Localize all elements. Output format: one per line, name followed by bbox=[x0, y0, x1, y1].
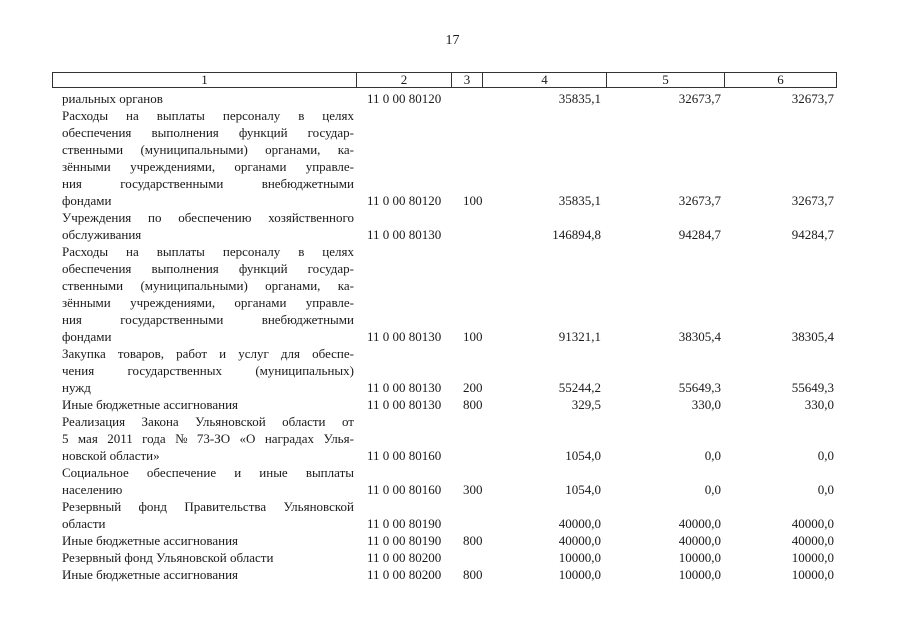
row-value-col6: 40000,0 bbox=[791, 533, 834, 548]
row-value-col6: 32673,7 bbox=[791, 193, 834, 208]
row-name bbox=[62, 498, 354, 532]
row-value-col4: 1054,0 bbox=[565, 448, 601, 463]
row-name-line: обеспечения выполнения функций государ- bbox=[62, 125, 354, 140]
row-name-line: фондами bbox=[62, 193, 112, 208]
row-code: 11 0 00 80160 bbox=[367, 448, 442, 463]
row-name-line: зёнными учреждениями, органами управле- bbox=[62, 295, 354, 310]
row-type: 800 bbox=[463, 533, 483, 548]
row-value-col5: 32673,7 bbox=[678, 193, 721, 208]
row-name-line: Расходы на выплаты персоналу в целях bbox=[62, 244, 354, 259]
row-value-col4: 10000,0 bbox=[558, 567, 601, 582]
row-name-line: зёнными учреждениями, органами управле- bbox=[62, 159, 354, 174]
row-type: 100 bbox=[463, 329, 483, 344]
row-name bbox=[62, 549, 354, 566]
row-value-col6: 40000,0 bbox=[791, 516, 834, 531]
row-code: 11 0 00 80200 bbox=[367, 550, 442, 565]
row-name-line: Учреждения по обеспечению хозяйственного bbox=[62, 210, 354, 225]
row-value-col6: 38305,4 bbox=[791, 329, 834, 344]
row-code: 11 0 00 80130 bbox=[367, 397, 442, 412]
header-col-5: 5 bbox=[607, 73, 725, 87]
row-name-line: 5 мая 2011 года № 73-ЗО «О наградах Улья- bbox=[62, 431, 354, 446]
row-name-line: новской области» bbox=[62, 448, 160, 463]
row-value-col4: 35835,1 bbox=[558, 91, 601, 106]
row-name-line: Иные бюджетные ассигнования bbox=[62, 567, 239, 582]
row-value-col6: 32673,7 bbox=[791, 91, 834, 106]
row-value-col5: 94284,7 bbox=[678, 227, 721, 242]
row-value-col5: 40000,0 bbox=[678, 533, 721, 548]
table-row bbox=[0, 464, 905, 498]
row-name bbox=[62, 464, 354, 498]
row-name bbox=[62, 566, 354, 583]
row-name bbox=[62, 107, 354, 209]
row-name-line: населению bbox=[62, 482, 123, 497]
row-value-col4: 146894,8 bbox=[552, 227, 601, 242]
row-code: 11 0 00 80120 bbox=[367, 91, 442, 106]
row-value-col6: 94284,7 bbox=[791, 227, 834, 242]
table-header bbox=[52, 72, 837, 88]
row-value-col4: 1054,0 bbox=[565, 482, 601, 497]
row-name-line: ния государственными внебюджетными bbox=[62, 176, 354, 191]
table-row bbox=[0, 345, 905, 396]
row-value-col5: 0,0 bbox=[704, 448, 721, 463]
header-col-2: 2 bbox=[357, 73, 452, 87]
row-name-line: чения государственных (муниципальных) bbox=[62, 363, 354, 378]
row-name-line: Иные бюджетные ассигнования bbox=[62, 397, 239, 412]
row-name-line: обслуживания bbox=[62, 227, 142, 242]
header-col-1: 1 bbox=[53, 73, 357, 87]
row-type: 800 bbox=[463, 567, 483, 582]
row-name-line: нужд bbox=[62, 380, 91, 395]
row-code: 11 0 00 80130 bbox=[367, 227, 442, 242]
row-value-col5: 38305,4 bbox=[678, 329, 721, 344]
table-row bbox=[0, 566, 905, 583]
row-value-col4: 55244,2 bbox=[558, 380, 601, 395]
table-row bbox=[0, 243, 905, 345]
row-value-col4: 329,5 bbox=[571, 397, 601, 412]
row-name-line: Резервный фонд Правительства Ульяновской bbox=[62, 499, 354, 514]
row-name bbox=[62, 345, 354, 396]
row-value-col5: 55649,3 bbox=[678, 380, 721, 395]
table-row bbox=[0, 396, 905, 413]
row-name-line: Расходы на выплаты персоналу в целях bbox=[62, 108, 354, 123]
row-name-line: Резервный фонд Ульяновской области bbox=[62, 550, 274, 565]
table-row bbox=[0, 549, 905, 566]
row-value-col5: 10000,0 bbox=[678, 567, 721, 582]
row-name-line: ственными (муниципальными) органами, ка- bbox=[62, 278, 354, 293]
row-name bbox=[62, 532, 354, 549]
table-row bbox=[0, 532, 905, 549]
table-row bbox=[0, 209, 905, 243]
page-number: 17 bbox=[445, 33, 460, 48]
header-col-6: 6 bbox=[777, 72, 784, 87]
row-value-col4: 40000,0 bbox=[558, 516, 601, 531]
row-code: 11 0 00 80200 bbox=[367, 567, 442, 582]
row-value-col5: 0,0 bbox=[704, 482, 721, 497]
row-name bbox=[62, 90, 354, 107]
table-row bbox=[0, 413, 905, 464]
row-name-line: обеспечения выполнения функций государ- bbox=[62, 261, 354, 276]
row-value-col6: 0,0 bbox=[817, 448, 834, 463]
row-name bbox=[62, 209, 354, 243]
row-code: 11 0 00 80130 bbox=[367, 380, 442, 395]
row-type: 100 bbox=[463, 193, 483, 208]
row-value-col6: 55649,3 bbox=[791, 380, 834, 395]
row-name bbox=[62, 396, 354, 413]
table-row bbox=[0, 90, 905, 107]
row-name bbox=[62, 413, 354, 464]
row-name-line: ственными (муниципальными) органами, ка- bbox=[62, 142, 354, 157]
row-name-line: Иные бюджетные ассигнования bbox=[62, 533, 239, 548]
row-code: 11 0 00 80190 bbox=[367, 516, 442, 531]
row-name-line: ния государственными внебюджетными bbox=[62, 312, 354, 327]
table-row bbox=[0, 107, 905, 209]
row-value-col6: 330,0 bbox=[804, 397, 834, 412]
row-value-col4: 91321,1 bbox=[558, 329, 601, 344]
row-code: 11 0 00 80190 bbox=[367, 533, 442, 548]
row-type: 200 bbox=[463, 380, 483, 395]
row-value-col4: 40000,0 bbox=[558, 533, 601, 548]
row-name-line: риальных органов bbox=[62, 91, 163, 106]
row-value-col5: 40000,0 bbox=[678, 516, 721, 531]
row-code: 11 0 00 80120 bbox=[367, 193, 442, 208]
row-name-line: фондами bbox=[62, 329, 112, 344]
row-value-col6: 0,0 bbox=[817, 482, 834, 497]
row-name-line: области bbox=[62, 516, 106, 531]
row-value-col5: 32673,7 bbox=[678, 91, 721, 106]
row-code: 11 0 00 80160 bbox=[367, 482, 442, 497]
row-value-col4: 35835,1 bbox=[558, 193, 601, 208]
row-name bbox=[62, 243, 354, 345]
header-col-4: 4 bbox=[483, 73, 607, 87]
header-col-3: 3 bbox=[452, 73, 483, 87]
table-row bbox=[0, 498, 905, 532]
row-value-col4: 10000,0 bbox=[558, 550, 601, 565]
row-name-line: Реализация Закона Ульяновской области от bbox=[62, 414, 354, 429]
row-name-line: Социальное обеспечение и иные выплаты bbox=[62, 465, 354, 480]
row-type: 300 bbox=[463, 482, 483, 497]
row-type: 800 bbox=[463, 397, 483, 412]
row-value-col5: 330,0 bbox=[691, 397, 721, 412]
row-value-col5: 10000,0 bbox=[678, 550, 721, 565]
row-code: 11 0 00 80130 bbox=[367, 329, 442, 344]
row-value-col6: 10000,0 bbox=[791, 567, 834, 582]
row-name-line: Закупка товаров, работ и услуг для обеспе- bbox=[62, 346, 354, 361]
row-value-col6: 10000,0 bbox=[791, 550, 834, 565]
